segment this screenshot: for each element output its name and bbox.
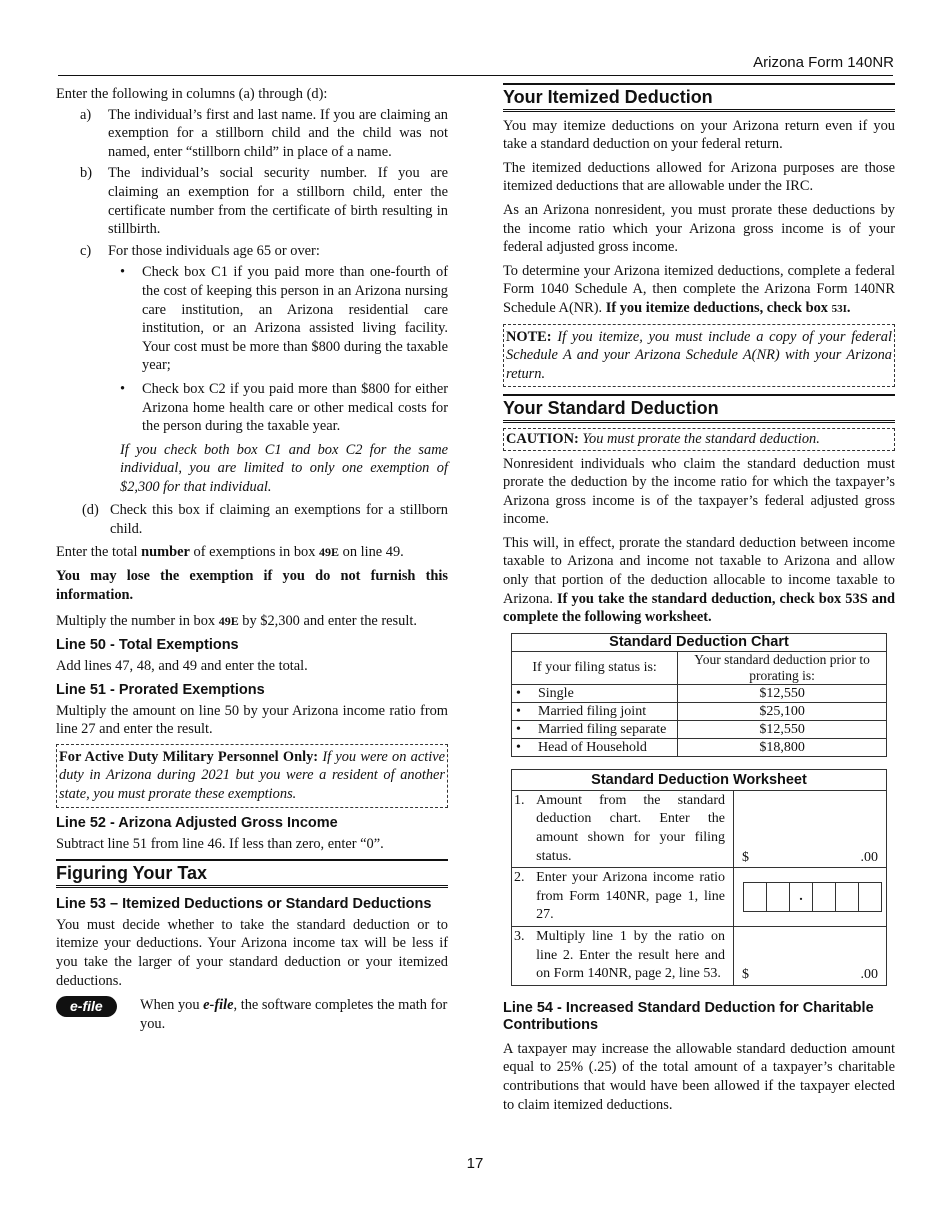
line54-heading: Line 54 - Increased Standard Deduction for Charitable Contributions xyxy=(503,999,874,1033)
itemized-heading-wrap xyxy=(503,83,895,112)
efile-note: e-file When you e-file, the software completes the math for you. xyxy=(56,996,448,1033)
military-note: For Active Duty Military Personnel Only: If you were on active duty in Arizona during 2021 but you were a resident of another state, you must prorate these exemptions. xyxy=(56,744,448,808)
italic-note: If you check both box C1 and box C2 for the same individual, you are limited to only one exemption of $2,300 for that individual. xyxy=(120,441,448,495)
itemized-p1: You may itemize deductions on your Arizona return even if you take a standard deduction on your federal return. xyxy=(503,117,895,153)
caution-note: CAUTION: You must prorate the standard deduction. xyxy=(503,428,895,451)
line51-heading: Line 51 - Prorated Exemptions xyxy=(56,681,265,698)
line52-text: Subtract line 51 from line 46. If less than zero, enter “0”. xyxy=(56,835,384,852)
ratio-input-boxes[interactable]: . xyxy=(744,882,882,912)
bullet-icon: • xyxy=(120,380,126,397)
warning-text: You may lose the exemption if you do not furnish this information. xyxy=(56,568,448,603)
list-item: a) The individual’s first and last name. If you are claiming an exemption for a stillborn child and the child was not named, enter “stillborn child” in place of a name. xyxy=(80,106,448,160)
line53-heading: Line 53 – Itemized Deductions or Standard Deductions xyxy=(56,895,432,912)
itemized-p4: To determine your Arizona itemized deductions, complete a federal Form 1040 Schedule A, then complete the Arizona Form 140NR Schedule A(NR). If you itemize deductions, check box 53I. xyxy=(503,262,895,316)
line54-text: A taxpayer may increase the allowable standard deduction amount equal to 25% (.25) of the total amount of a taxpayer’s charitable contributions that would have been allowed if the taxpayer elected to claim itemized deductions. xyxy=(503,1040,895,1113)
standard-deduction-worksheet xyxy=(511,769,887,986)
list-item: c) For those individuals age 65 or over: xyxy=(80,242,320,259)
standard-p2: This will, in effect, prorate the standard deduction between income taxable to Arizona and income not taxable to Arizona and allow only that portion of the deduction allocable to income taxable to Arizona. If you take the standard deduction, check box 53S and complete the following worksheet. xyxy=(503,534,895,626)
column-instructions xyxy=(56,106,448,539)
standard-heading: Your Standard Deduction xyxy=(503,398,719,419)
line50-heading: Line 50 - Total Exemptions xyxy=(56,637,239,654)
chart-col1-header: If your filing status is: xyxy=(512,651,678,684)
total-text: Enter the total number of exemptions in box 49E on line 49. xyxy=(56,543,404,560)
standard-heading-wrap xyxy=(503,394,895,423)
itemized-p2: The itemized deductions allowed for Arizona purposes are those itemized deductions that are allowable under the IRC. xyxy=(503,159,895,195)
worksheet-row: 2. Enter your Arizona income ratio from Form 140NR, page 1, line 27. . xyxy=(512,868,887,927)
table-row: • Single $12,550 xyxy=(512,684,887,702)
list-item: b) The individual’s social security number. If you are claiming an exemption for a stillborn child, enter the certificate number from the certificate of birth resulting in stillbirth. xyxy=(80,165,448,238)
line52-heading: Line 52 - Arizona Adjusted Gross Income xyxy=(56,814,338,831)
bullet-item: • Check box C1 if you paid more than one-fourth of the cost of keeping this person in an Arizona nursing care institution, an Arizona residential care institution, or an Arizona assisted living facility. Your cost must be more than $800 during the taxable year; xyxy=(116,263,448,375)
line51-text: Multiply the amount on line 50 by your Arizona income ratio from line 27 and enter the result. xyxy=(56,702,448,738)
list-item: (d) Check this box if claiming an exemptions for a stillborn child. xyxy=(82,502,448,538)
itemized-heading: Your Itemized Deduction xyxy=(503,87,713,107)
line50-text: Add lines 47, 48, and 49 and enter the total. xyxy=(56,658,308,675)
multiply-text: Multiply the number in box 49E by $2,300 and enter the result. xyxy=(56,613,417,630)
table-row: • Married filing separate $12,550 xyxy=(512,720,887,738)
chart-col2-header: Your standard deduction prior to prorating is: xyxy=(678,651,887,684)
standard-deduction-chart xyxy=(511,633,887,757)
intro-text: Enter the following in columns (a) through (d): xyxy=(56,86,328,102)
chart-title: Standard Deduction Chart xyxy=(512,633,887,651)
itemized-p3: As an Arizona nonresident, you must prorate these deductions by the income ratio which your Arizona gross income is of your federal adjusted gross income. xyxy=(503,201,895,256)
table-row: • Head of Household $18,800 xyxy=(512,738,887,756)
itemize-note: NOTE: If you itemize, you must include a copy of your federal Schedule A and your Arizona Schedule A(NR) with your Arizona return. xyxy=(503,324,895,388)
table-row: • Married filing joint $25,100 xyxy=(512,702,887,720)
figuring-heading: Figuring Your Tax xyxy=(56,863,208,884)
left-column xyxy=(56,85,448,1033)
efile-logo: e-file xyxy=(56,996,117,1017)
right-column xyxy=(503,83,895,1119)
bullet-item: • Check box C2 if you paid more than $800 for either Arizona home health care or other medical costs for the person during the taxable year. xyxy=(116,380,448,436)
header-rule xyxy=(58,75,893,76)
bullet-icon: • xyxy=(120,264,126,281)
page-number: 17 xyxy=(466,1155,484,1172)
form-title: Arizona Form 140NR xyxy=(753,54,894,71)
standard-p1: Nonresident individuals who claim the standard deduction must prorate the deduction by the income ratio for which the taxpayer’s Arizona gross income is of the taxpayer’s federal adjusted gross income. xyxy=(503,455,895,528)
worksheet-title: Standard Deduction Worksheet xyxy=(512,769,887,790)
worksheet-row: 3. Multiply line 1 by the ratio on line 2. Enter the result here and on Form 140NR, page 2, line 53. $ .00 xyxy=(512,927,887,986)
worksheet-row: 1. Amount from the standard deduction chart. Enter the amount shown for your filing status. $ .00 xyxy=(512,790,887,867)
figuring-heading-wrap xyxy=(56,859,448,888)
line53-text: You must decide whether to take the standard deduction or to itemize your deductions. Your Arizona income tax will be less if you take the larger of your standard deduction or your itemized deductions. xyxy=(56,916,448,989)
